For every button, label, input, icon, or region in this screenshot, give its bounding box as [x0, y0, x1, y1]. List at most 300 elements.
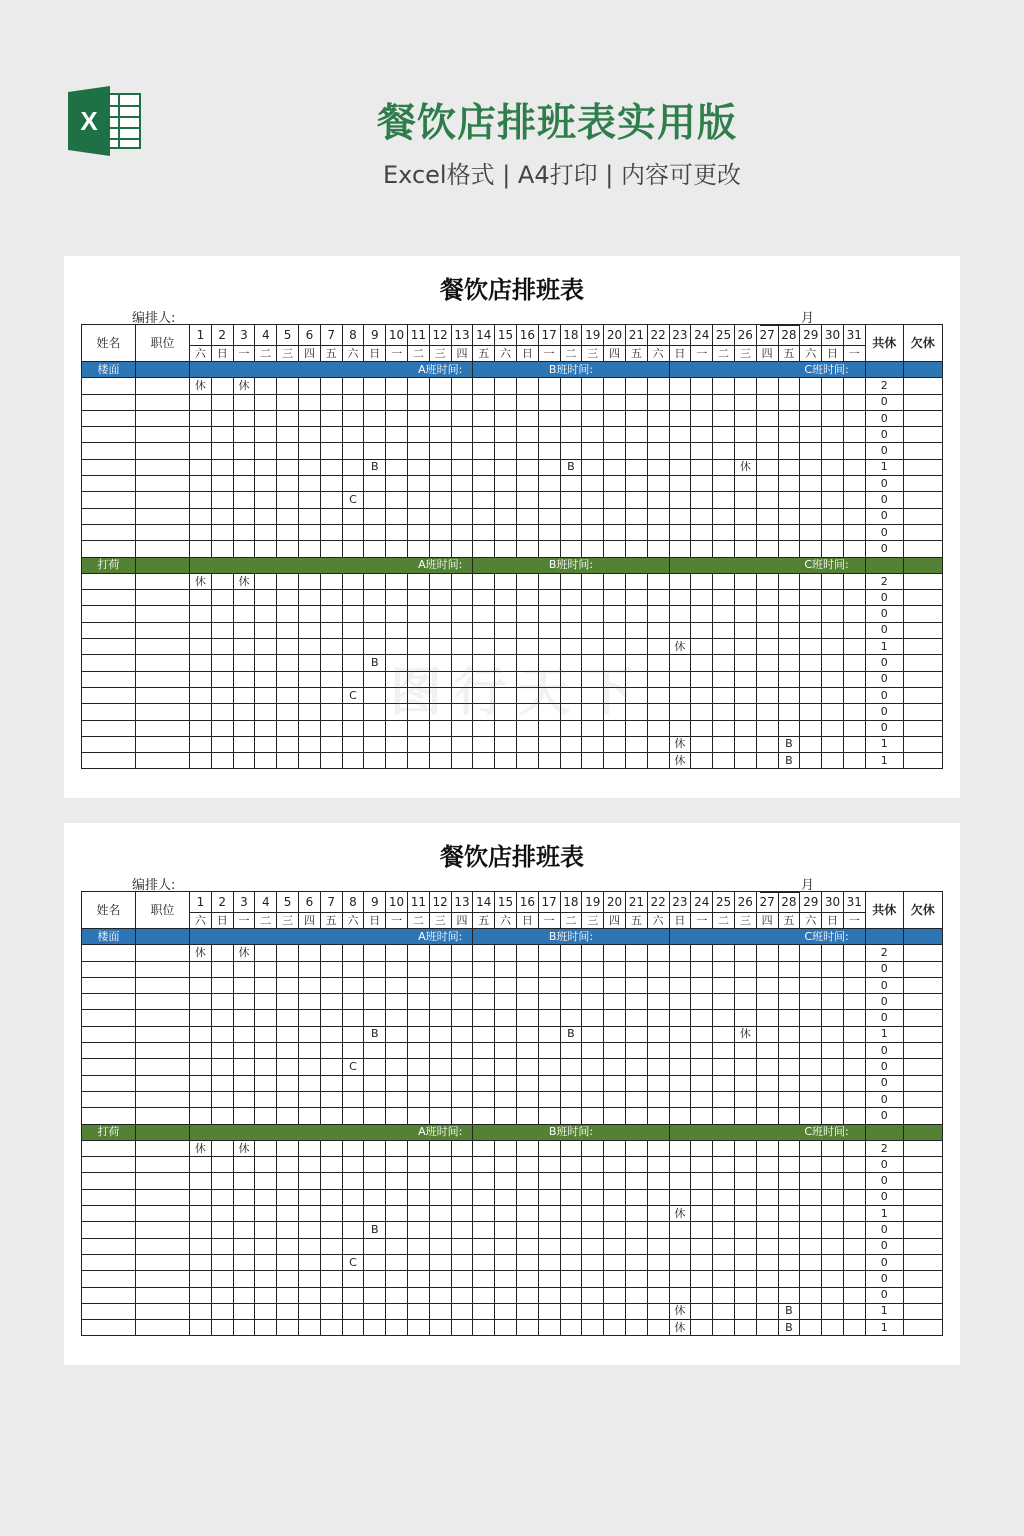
day-cell[interactable] — [713, 622, 735, 638]
day-cell[interactable] — [386, 720, 408, 736]
day-cell[interactable] — [756, 492, 778, 508]
day-cell[interactable] — [516, 655, 538, 671]
day-cell[interactable] — [582, 1010, 604, 1026]
day-cell[interactable] — [843, 1075, 865, 1091]
day-cell[interactable] — [364, 1091, 386, 1107]
day-cell[interactable] — [822, 427, 844, 443]
name-cell[interactable] — [82, 492, 136, 508]
day-cell[interactable] — [495, 541, 517, 557]
day-cell[interactable] — [320, 541, 342, 557]
day-cell[interactable] — [843, 1108, 865, 1124]
position-cell[interactable] — [136, 524, 190, 540]
day-cell[interactable] — [320, 1222, 342, 1238]
day-cell[interactable] — [713, 1254, 735, 1270]
day-cell[interactable] — [713, 1091, 735, 1107]
day-cell[interactable] — [277, 1157, 299, 1173]
day-cell[interactable] — [407, 753, 429, 769]
day-cell[interactable] — [211, 476, 233, 492]
day-cell[interactable] — [756, 1303, 778, 1319]
day-cell[interactable] — [778, 1206, 800, 1222]
day-cell[interactable] — [800, 1043, 822, 1059]
day-cell[interactable] — [538, 476, 560, 492]
day-cell[interactable] — [364, 622, 386, 638]
day-cell[interactable] — [713, 1157, 735, 1173]
day-cell[interactable] — [386, 492, 408, 508]
day-cell[interactable] — [386, 687, 408, 703]
owed-rest-cell[interactable] — [903, 1010, 942, 1026]
day-cell[interactable] — [429, 508, 451, 524]
day-cell[interactable]: C — [342, 492, 364, 508]
day-cell[interactable] — [538, 1303, 560, 1319]
day-cell[interactable] — [320, 753, 342, 769]
day-cell[interactable] — [473, 720, 495, 736]
day-cell[interactable] — [822, 994, 844, 1010]
day-cell[interactable] — [364, 508, 386, 524]
day-cell[interactable] — [691, 687, 713, 703]
day-cell[interactable] — [298, 573, 320, 589]
day-cell[interactable] — [778, 524, 800, 540]
day-cell[interactable] — [538, 945, 560, 961]
day-cell[interactable] — [647, 459, 669, 475]
day-cell[interactable] — [778, 1075, 800, 1091]
day-cell[interactable] — [843, 753, 865, 769]
day-cell[interactable] — [255, 590, 277, 606]
day-cell[interactable] — [386, 655, 408, 671]
day-cell[interactable] — [495, 1140, 517, 1156]
day-cell[interactable] — [320, 655, 342, 671]
day-cell[interactable] — [582, 753, 604, 769]
day-cell[interactable] — [495, 1303, 517, 1319]
day-cell[interactable] — [582, 994, 604, 1010]
day-cell[interactable] — [190, 1206, 212, 1222]
day-cell[interactable] — [277, 622, 299, 638]
day-cell[interactable] — [320, 459, 342, 475]
day-cell[interactable] — [277, 1140, 299, 1156]
day-cell[interactable]: 休 — [233, 945, 255, 961]
name-cell[interactable] — [82, 1010, 136, 1026]
day-cell[interactable] — [713, 1238, 735, 1254]
day-cell[interactable] — [190, 1189, 212, 1205]
day-cell[interactable] — [190, 704, 212, 720]
day-cell[interactable] — [255, 720, 277, 736]
day-cell[interactable] — [342, 639, 364, 655]
day-cell[interactable] — [233, 961, 255, 977]
day-cell[interactable] — [756, 524, 778, 540]
name-cell[interactable] — [82, 573, 136, 589]
day-cell[interactable] — [255, 410, 277, 426]
day-cell[interactable] — [429, 687, 451, 703]
day-cell[interactable] — [647, 394, 669, 410]
day-cell[interactable] — [473, 1206, 495, 1222]
name-cell[interactable] — [82, 1091, 136, 1107]
position-cell[interactable] — [136, 961, 190, 977]
day-cell[interactable] — [800, 704, 822, 720]
day-cell[interactable] — [560, 573, 582, 589]
day-cell[interactable] — [190, 394, 212, 410]
day-cell[interactable] — [364, 476, 386, 492]
day-cell[interactable] — [386, 410, 408, 426]
day-cell[interactable] — [233, 1320, 255, 1336]
day-cell[interactable] — [495, 492, 517, 508]
day-cell[interactable] — [407, 1140, 429, 1156]
day-cell[interactable] — [233, 606, 255, 622]
day-cell[interactable] — [713, 1075, 735, 1091]
day-cell[interactable] — [429, 459, 451, 475]
day-cell[interactable] — [429, 1271, 451, 1287]
day-cell[interactable] — [211, 1140, 233, 1156]
day-cell[interactable] — [582, 1189, 604, 1205]
day-cell[interactable] — [604, 410, 626, 426]
day-cell[interactable] — [604, 687, 626, 703]
day-cell[interactable] — [451, 1222, 473, 1238]
day-cell[interactable] — [386, 753, 408, 769]
day-cell[interactable] — [582, 1303, 604, 1319]
day-cell[interactable] — [298, 1108, 320, 1124]
day-cell[interactable] — [516, 476, 538, 492]
day-cell[interactable] — [320, 1026, 342, 1042]
day-cell[interactable] — [691, 394, 713, 410]
name-cell[interactable] — [82, 736, 136, 752]
day-cell[interactable] — [255, 1320, 277, 1336]
day-cell[interactable] — [473, 1075, 495, 1091]
position-cell[interactable] — [136, 945, 190, 961]
position-cell[interactable] — [136, 1108, 190, 1124]
owed-rest-cell[interactable] — [903, 687, 942, 703]
day-cell[interactable] — [320, 476, 342, 492]
day-cell[interactable] — [211, 720, 233, 736]
day-cell[interactable] — [342, 736, 364, 752]
day-cell[interactable] — [756, 961, 778, 977]
day-cell[interactable] — [538, 378, 560, 394]
day-cell[interactable] — [538, 753, 560, 769]
position-cell[interactable] — [136, 590, 190, 606]
day-cell[interactable]: 休 — [669, 1320, 691, 1336]
day-cell[interactable] — [713, 1140, 735, 1156]
day-cell[interactable] — [407, 622, 429, 638]
day-cell[interactable] — [625, 1238, 647, 1254]
day-cell[interactable] — [277, 977, 299, 993]
day-cell[interactable] — [429, 1157, 451, 1173]
owed-rest-cell[interactable] — [903, 720, 942, 736]
day-cell[interactable] — [843, 655, 865, 671]
day-cell[interactable] — [429, 476, 451, 492]
name-cell[interactable] — [82, 1238, 136, 1254]
day-cell[interactable] — [473, 459, 495, 475]
day-cell[interactable] — [647, 410, 669, 426]
day-cell[interactable] — [495, 394, 517, 410]
day-cell[interactable] — [407, 977, 429, 993]
day-cell[interactable] — [778, 492, 800, 508]
day-cell[interactable] — [800, 508, 822, 524]
day-cell[interactable] — [734, 1254, 756, 1270]
day-cell[interactable] — [190, 720, 212, 736]
day-cell[interactable] — [800, 736, 822, 752]
day-cell[interactable] — [451, 671, 473, 687]
day-cell[interactable] — [298, 508, 320, 524]
day-cell[interactable] — [473, 410, 495, 426]
day-cell[interactable] — [647, 1173, 669, 1189]
day-cell[interactable] — [822, 541, 844, 557]
day-cell[interactable] — [407, 1222, 429, 1238]
day-cell[interactable] — [756, 622, 778, 638]
day-cell[interactable] — [320, 945, 342, 961]
owed-rest-cell[interactable] — [903, 443, 942, 459]
day-cell[interactable] — [255, 459, 277, 475]
day-cell[interactable] — [843, 720, 865, 736]
day-cell[interactable] — [211, 524, 233, 540]
day-cell[interactable] — [582, 961, 604, 977]
day-cell[interactable] — [473, 573, 495, 589]
day-cell[interactable] — [625, 1254, 647, 1270]
day-cell[interactable] — [560, 1271, 582, 1287]
day-cell[interactable] — [734, 427, 756, 443]
day-cell[interactable] — [386, 508, 408, 524]
day-cell[interactable] — [800, 1157, 822, 1173]
day-cell[interactable] — [298, 1157, 320, 1173]
day-cell[interactable] — [691, 1108, 713, 1124]
day-cell[interactable] — [582, 1091, 604, 1107]
day-cell[interactable] — [734, 573, 756, 589]
day-cell[interactable] — [625, 606, 647, 622]
day-cell[interactable] — [364, 443, 386, 459]
day-cell[interactable] — [691, 541, 713, 557]
day-cell[interactable] — [800, 1108, 822, 1124]
position-cell[interactable] — [136, 378, 190, 394]
day-cell[interactable] — [233, 1222, 255, 1238]
day-cell[interactable] — [211, 1075, 233, 1091]
day-cell[interactable] — [277, 1059, 299, 1075]
day-cell[interactable] — [320, 410, 342, 426]
day-cell[interactable] — [320, 1287, 342, 1303]
day-cell[interactable] — [386, 378, 408, 394]
day-cell[interactable] — [255, 1254, 277, 1270]
day-cell[interactable] — [429, 622, 451, 638]
day-cell[interactable] — [560, 378, 582, 394]
day-cell[interactable] — [822, 1287, 844, 1303]
day-cell[interactable] — [320, 394, 342, 410]
day-cell[interactable] — [429, 1043, 451, 1059]
day-cell[interactable] — [277, 1320, 299, 1336]
day-cell[interactable] — [538, 524, 560, 540]
day-cell[interactable] — [778, 687, 800, 703]
day-cell[interactable] — [604, 606, 626, 622]
day-cell[interactable] — [822, 1059, 844, 1075]
day-cell[interactable] — [756, 655, 778, 671]
day-cell[interactable] — [320, 961, 342, 977]
day-cell[interactable] — [734, 704, 756, 720]
day-cell[interactable] — [843, 410, 865, 426]
owed-rest-cell[interactable] — [903, 1206, 942, 1222]
day-cell[interactable] — [822, 1254, 844, 1270]
day-cell[interactable] — [451, 508, 473, 524]
owed-rest-cell[interactable] — [903, 1075, 942, 1091]
day-cell[interactable] — [691, 459, 713, 475]
day-cell[interactable] — [669, 1108, 691, 1124]
day-cell[interactable] — [255, 1222, 277, 1238]
day-cell[interactable] — [298, 541, 320, 557]
day-cell[interactable] — [342, 1140, 364, 1156]
day-cell[interactable] — [211, 753, 233, 769]
day-cell[interactable] — [298, 524, 320, 540]
position-cell[interactable] — [136, 1010, 190, 1026]
day-cell[interactable] — [407, 508, 429, 524]
day-cell[interactable] — [604, 524, 626, 540]
day-cell[interactable] — [734, 476, 756, 492]
day-cell[interactable] — [756, 977, 778, 993]
day-cell[interactable] — [277, 1173, 299, 1189]
day-cell[interactable] — [778, 1189, 800, 1205]
day-cell[interactable] — [625, 1222, 647, 1238]
day-cell[interactable] — [451, 524, 473, 540]
day-cell[interactable]: 休 — [669, 1303, 691, 1319]
day-cell[interactable] — [604, 736, 626, 752]
owed-rest-cell[interactable] — [903, 378, 942, 394]
day-cell[interactable] — [691, 492, 713, 508]
day-cell[interactable] — [800, 1254, 822, 1270]
day-cell[interactable] — [190, 1059, 212, 1075]
day-cell[interactable] — [822, 753, 844, 769]
day-cell[interactable] — [233, 443, 255, 459]
position-cell[interactable] — [136, 476, 190, 492]
name-cell[interactable] — [82, 1206, 136, 1222]
day-cell[interactable] — [713, 1287, 735, 1303]
day-cell[interactable] — [822, 1010, 844, 1026]
day-cell[interactable] — [277, 590, 299, 606]
day-cell[interactable] — [582, 443, 604, 459]
day-cell[interactable] — [843, 1206, 865, 1222]
day-cell[interactable] — [211, 736, 233, 752]
day-cell[interactable] — [298, 961, 320, 977]
day-cell[interactable] — [298, 1075, 320, 1091]
owed-rest-cell[interactable] — [903, 1043, 942, 1059]
day-cell[interactable]: 休 — [669, 639, 691, 655]
owed-rest-cell[interactable] — [903, 1238, 942, 1254]
day-cell[interactable] — [713, 655, 735, 671]
day-cell[interactable] — [451, 1091, 473, 1107]
day-cell[interactable] — [669, 606, 691, 622]
day-cell[interactable] — [386, 590, 408, 606]
day-cell[interactable] — [800, 443, 822, 459]
day-cell[interactable] — [604, 476, 626, 492]
day-cell[interactable] — [843, 394, 865, 410]
day-cell[interactable] — [386, 541, 408, 557]
day-cell[interactable] — [233, 508, 255, 524]
day-cell[interactable] — [342, 1043, 364, 1059]
day-cell[interactable] — [211, 1173, 233, 1189]
day-cell[interactable] — [495, 1254, 517, 1270]
day-cell[interactable] — [800, 394, 822, 410]
day-cell[interactable] — [538, 622, 560, 638]
day-cell[interactable] — [233, 1254, 255, 1270]
day-cell[interactable] — [734, 655, 756, 671]
day-cell[interactable] — [560, 687, 582, 703]
day-cell[interactable] — [582, 459, 604, 475]
day-cell[interactable] — [778, 945, 800, 961]
day-cell[interactable] — [734, 541, 756, 557]
day-cell[interactable] — [538, 590, 560, 606]
day-cell[interactable] — [691, 639, 713, 655]
day-cell[interactable] — [320, 1059, 342, 1075]
day-cell[interactable] — [516, 1091, 538, 1107]
day-cell[interactable] — [691, 1091, 713, 1107]
day-cell[interactable] — [625, 541, 647, 557]
name-cell[interactable] — [82, 687, 136, 703]
day-cell[interactable] — [756, 1075, 778, 1091]
day-cell[interactable] — [800, 1238, 822, 1254]
day-cell[interactable] — [756, 1091, 778, 1107]
day-cell[interactable] — [298, 1140, 320, 1156]
day-cell[interactable] — [560, 977, 582, 993]
day-cell[interactable] — [516, 508, 538, 524]
day-cell[interactable] — [647, 1043, 669, 1059]
day-cell[interactable] — [473, 639, 495, 655]
day-cell[interactable] — [211, 427, 233, 443]
day-cell[interactable] — [495, 476, 517, 492]
day-cell[interactable] — [429, 1238, 451, 1254]
day-cell[interactable] — [734, 961, 756, 977]
day-cell[interactable] — [625, 1189, 647, 1205]
day-cell[interactable] — [822, 394, 844, 410]
day-cell[interactable] — [473, 687, 495, 703]
day-cell[interactable] — [625, 427, 647, 443]
day-cell[interactable] — [473, 994, 495, 1010]
day-cell[interactable] — [604, 1108, 626, 1124]
shift-c-time[interactable]: C班时间: — [669, 929, 865, 945]
day-cell[interactable] — [495, 1173, 517, 1189]
shift-a-time[interactable]: A班时间: — [190, 1124, 473, 1140]
day-cell[interactable] — [451, 1254, 473, 1270]
day-cell[interactable] — [582, 622, 604, 638]
day-cell[interactable] — [625, 1043, 647, 1059]
name-cell[interactable] — [82, 1108, 136, 1124]
day-cell[interactable] — [211, 977, 233, 993]
day-cell[interactable] — [233, 1206, 255, 1222]
day-cell[interactable] — [407, 1206, 429, 1222]
day-cell[interactable] — [473, 655, 495, 671]
day-cell[interactable] — [669, 655, 691, 671]
day-cell[interactable] — [298, 1026, 320, 1042]
day-cell[interactable] — [582, 1206, 604, 1222]
day-cell[interactable] — [495, 606, 517, 622]
owed-rest-cell[interactable] — [903, 622, 942, 638]
position-cell[interactable] — [136, 977, 190, 993]
day-cell[interactable] — [538, 1287, 560, 1303]
day-cell[interactable] — [822, 1157, 844, 1173]
day-cell[interactable] — [320, 1091, 342, 1107]
day-cell[interactable] — [647, 961, 669, 977]
day-cell[interactable] — [255, 961, 277, 977]
position-cell[interactable] — [136, 443, 190, 459]
day-cell[interactable] — [255, 945, 277, 961]
owed-rest-cell[interactable] — [903, 1173, 942, 1189]
day-cell[interactable] — [190, 508, 212, 524]
day-cell[interactable] — [713, 1026, 735, 1042]
day-cell[interactable] — [495, 459, 517, 475]
day-cell[interactable] — [538, 639, 560, 655]
day-cell[interactable] — [538, 410, 560, 426]
day-cell[interactable] — [734, 1271, 756, 1287]
day-cell[interactable] — [451, 1075, 473, 1091]
day-cell[interactable] — [386, 1010, 408, 1026]
day-cell[interactable] — [582, 1043, 604, 1059]
day-cell[interactable] — [734, 1303, 756, 1319]
position-cell[interactable] — [136, 1059, 190, 1075]
day-cell[interactable] — [647, 1140, 669, 1156]
day-cell[interactable] — [298, 1320, 320, 1336]
day-cell[interactable] — [277, 687, 299, 703]
day-cell[interactable] — [364, 1287, 386, 1303]
day-cell[interactable] — [647, 1010, 669, 1026]
